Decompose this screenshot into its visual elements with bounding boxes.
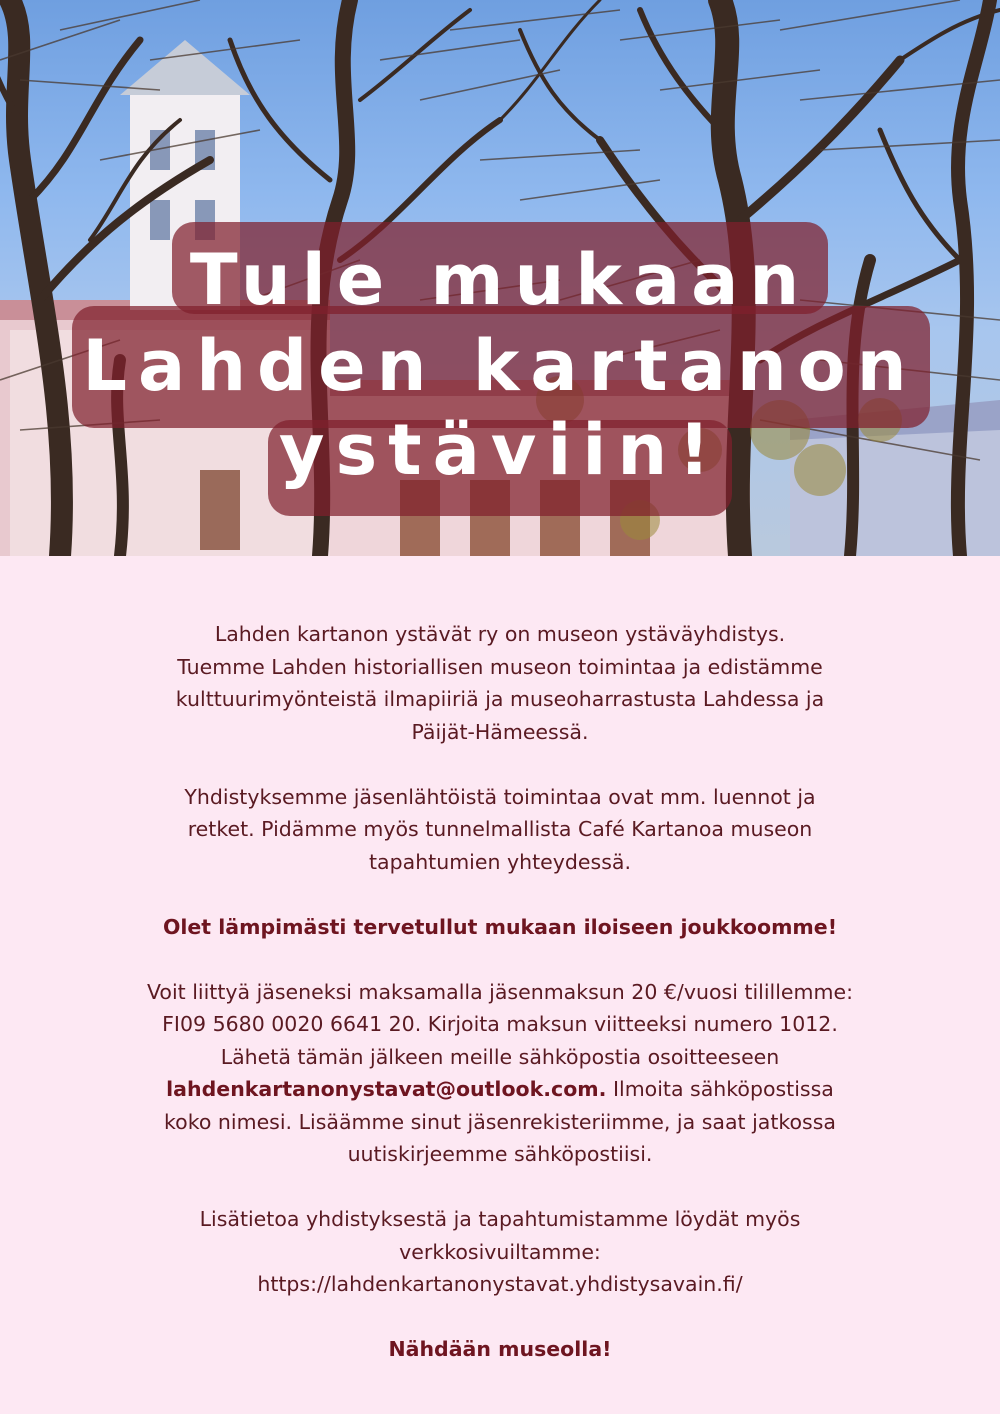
- closing-text: Nähdään museolla!: [388, 1337, 612, 1361]
- body-text: [60, 618, 940, 1398]
- title-line-3: ystäviin!: [278, 409, 722, 491]
- intro-paragraph: [60, 618, 940, 748]
- info-paragraph: [60, 1203, 940, 1301]
- title-line-1: Tule mukaan: [189, 239, 811, 321]
- intro-line: kulttuurimyönteistä ilmapiiriä ja museoharrastusta Lahdessa ja: [175, 687, 825, 711]
- activities-line: retket. Pidämme myös tunnelmallista Café Kartanoa museon: [187, 817, 813, 841]
- join-line: Voit liittyä jäseneksi maksamalla jäsenmaksun 20 €/vuosi tilillemme:: [147, 979, 853, 1004]
- join-line: Lähetä tämän jälkeen meille sähköpostia osoitteeseen: [220, 1044, 780, 1069]
- activities-line: tapahtumien yhteydessä.: [369, 849, 631, 874]
- intro-line: Tuemme Lahden historiallisen museon toimintaa ja edistämme: [177, 654, 823, 679]
- title-line-2: Lahden kartanon: [82, 325, 918, 407]
- join-line: koko nimesi. Lisäämme sinut jäsenrekisteriimme, ja saat jatkossa: [164, 1109, 836, 1134]
- join-line: FI09 5680 0020 6641 20. Kirjoita maksun viitteeksi numero 1012.: [162, 1012, 838, 1036]
- intro-line: Päijät-Hämeessä.: [411, 719, 589, 744]
- join-after-email: Ilmoita sähköpostissa: [606, 1077, 834, 1101]
- activities-paragraph: [60, 781, 940, 879]
- activities-line: Yhdistyksemme jäsenlähtöistä toimintaa ovat mm. luennot ja: [184, 784, 816, 809]
- website-url[interactable]: https://lahdenkartanonystavat.yhdistysavain.fi/: [257, 1272, 743, 1296]
- info-line: verkkosivuiltamme:: [399, 1239, 601, 1264]
- join-paragraph: [60, 976, 940, 1171]
- email-address[interactable]: lahdenkartanonystavat@outlook.com.: [166, 1077, 607, 1101]
- join-line: uutiskirjeemme sähköpostiisi.: [347, 1142, 653, 1166]
- info-line: Lisätietoa yhdistyksestä ja tapahtumistamme löydät myös: [199, 1207, 801, 1231]
- welcome-text: Olet lämpimästi tervetullut mukaan iloiseen joukkoomme!: [162, 914, 838, 939]
- intro-line: Lahden kartanon ystävät ry on museon ystäväyhdistys.: [214, 622, 786, 646]
